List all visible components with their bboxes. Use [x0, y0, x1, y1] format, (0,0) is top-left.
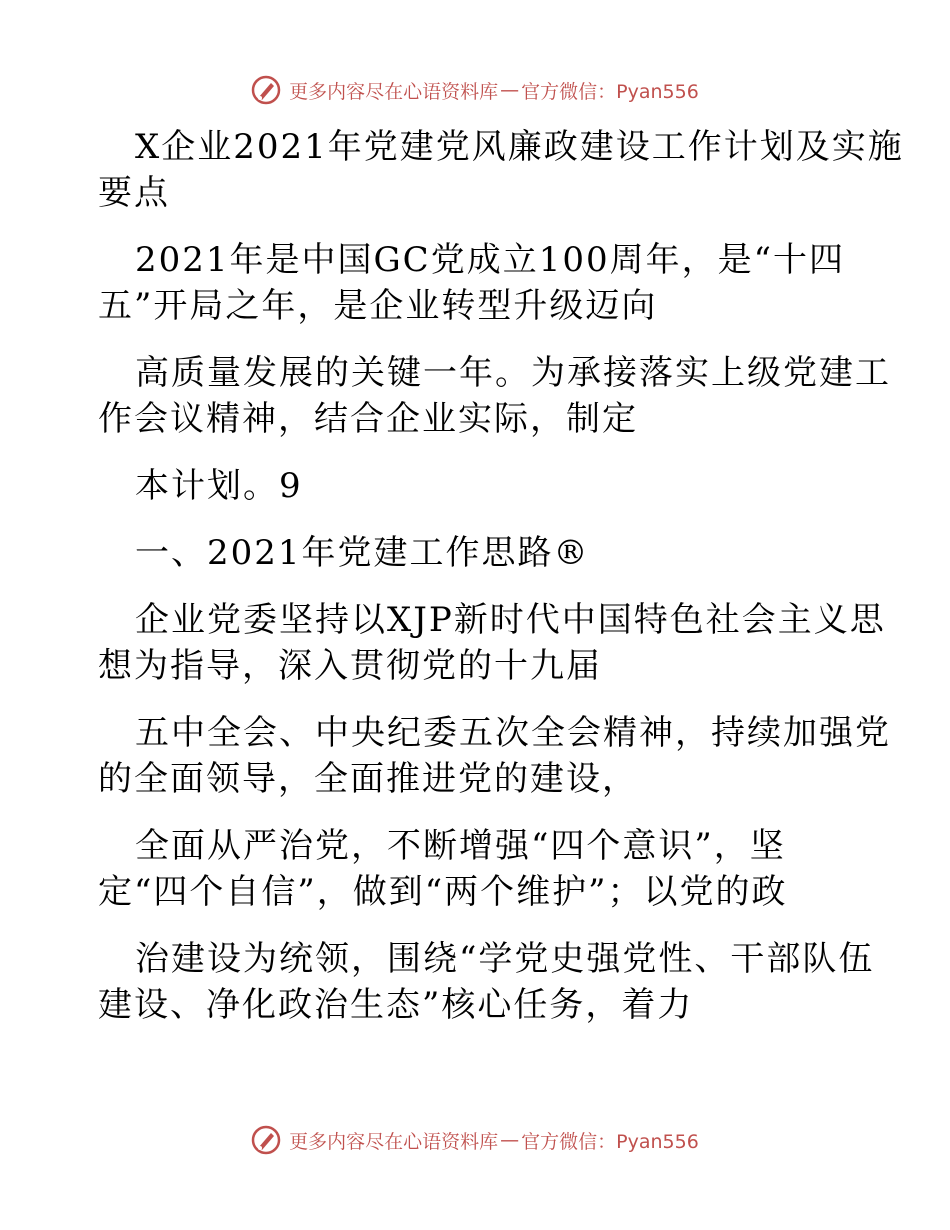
footer-watermark	[0, 1122, 950, 1158]
paragraph-5-line-1: 五中全会、中央纪委五次全会精神，持续加强党	[135, 713, 891, 753]
doc-title-line-1: X企业2021年党建党风廉政建设工作计划及实施	[135, 127, 904, 167]
paragraph-4-line-1: 企业党委坚持以XJP新时代中国特色社会主义思	[135, 600, 886, 640]
paragraph-1-line-2: 五”开局之年，是企业转型升级迈向	[98, 286, 658, 326]
watermark-separator: —	[500, 1129, 520, 1151]
paragraph-2-line-1: 高质量发展的关键一年。为承接落实上级党建工	[135, 353, 891, 393]
pen-logo-icon	[251, 1125, 281, 1155]
watermark-contact-text: 官方微信：Pyan556	[521, 80, 699, 103]
watermark-site-text: 更多内容尽在心语资料库	[289, 1130, 499, 1153]
doc-title-line-2: 要点	[98, 173, 170, 213]
paragraph-2-line-2: 作会议精神，结合企业实际，制定	[98, 399, 638, 439]
paragraph-5-line-2: 的全面领导，全面推进党的建设，	[98, 759, 638, 799]
paragraph-7-line-1: 治建设为统领，围绕“学党史强党性、干部队伍	[135, 939, 875, 979]
watermark-contact-text: 官方微信：Pyan556	[521, 1130, 699, 1153]
pen-logo-icon	[251, 75, 281, 105]
paragraph-6-line-1: 全面从严治党，不断增强“四个意识”，坚	[135, 826, 786, 866]
paragraph-7-line-2: 建设、净化政治生态”核心任务，着力	[98, 985, 694, 1025]
paragraph-6-line-2: 定“四个自信”，做到“两个维护”；以党的政	[98, 872, 788, 912]
watermark-site-text: 更多内容尽在心语资料库	[289, 80, 499, 103]
document-body	[98, 124, 904, 1028]
paragraph-4-line-2: 想为指导，深入贯彻党的十九届	[98, 646, 602, 686]
header-watermark	[0, 72, 950, 108]
watermark-separator: —	[500, 79, 520, 101]
paragraph-1-line-1: 2021年是中国GC党成立100周年，是“十四	[135, 240, 845, 280]
paragraph-3-line-1: 本计划。9	[135, 466, 303, 506]
section-heading: 一、2021年党建工作思路®	[135, 533, 590, 573]
